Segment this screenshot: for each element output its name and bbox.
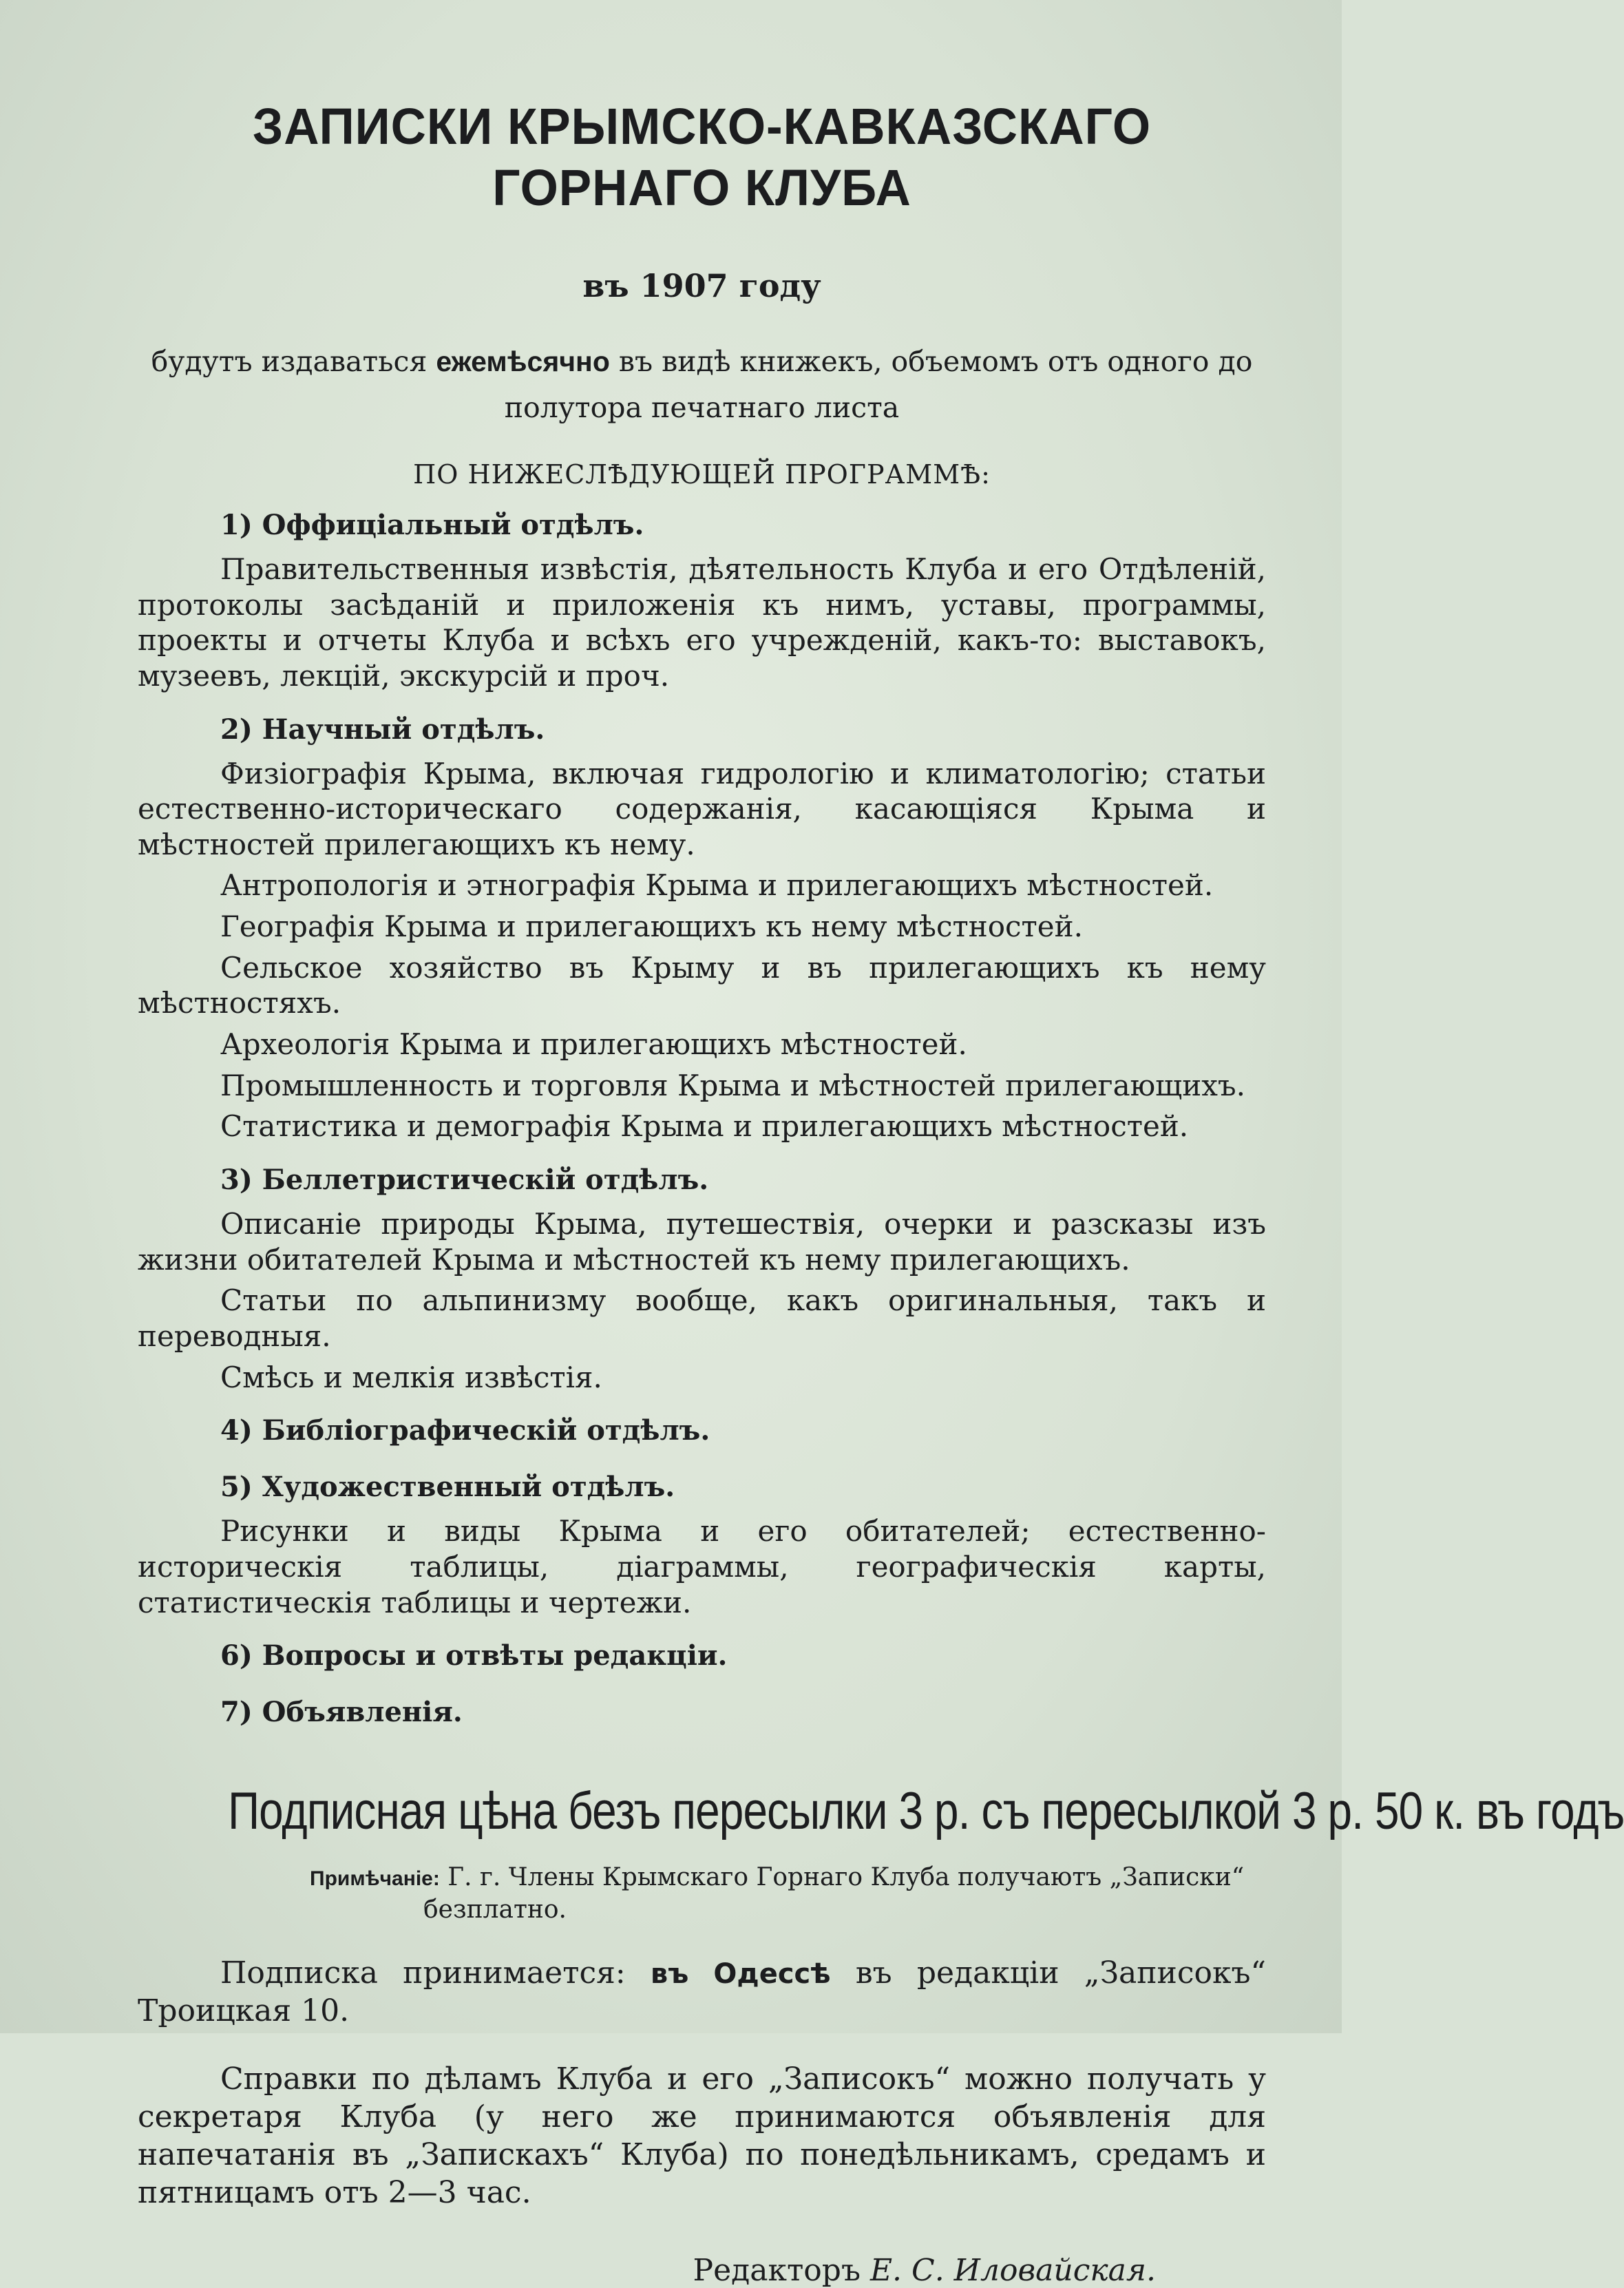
section-paragraph: Антропологія и этнографія Крыма и прилегающихъ мѣстностей. [220,868,1214,903]
program-section [138,1159,1266,1395]
intro-suffix: въ видѣ книжекъ, объемомъ отъ одного до полутора печатнаго листа [504,344,1253,425]
subscription-prefix: Подписка принимается: [220,1955,651,1991]
section-paragraph: Статистика и демографія Крыма и прилегающихъ мѣстностей. [220,1109,1189,1144]
note-label: Примѣчаніе: [310,1867,440,1891]
note-text: Г. г. Члены Крымскаго Горнаго Клуба получаютъ „Записки“ [439,1863,1245,1892]
section-paragraph: Описаніе природы Крыма, путешествія, очерки и разсказы изъ жизни обитателей Крыма и мѣстностей къ нему прилегающихъ. [138,1207,1266,1277]
year-line: въ 1907 году [582,266,821,304]
intro [138,339,1266,432]
section-paragraph: Промышленность и торговля Крыма и мѣстностей прилегающихъ. [220,1068,1245,1102]
section-paragraph: Правительственныя извѣстія, дѣятельность Клуба и его Отдѣленій, протоколы засѣданій и приложенія къ нимъ, уставы, программы, проекты и отчеты Клуба и всѣхъ его учрежденій, какъ-то: выставокъ, музеевъ, лекцій, экскурсій и проч. [138,552,1266,693]
section-paragraph: Сельское хозяйство въ Крыму и въ прилегающихъ къ нему мѣстностяхъ. [138,950,1266,1020]
program-section [138,709,1266,1145]
editor-line [138,2253,1266,2288]
note-continuation: безплатно. [423,1896,567,1924]
section-title: 5) Художественный отдѣлъ. [220,1471,675,1504]
section-paragraph: Географія Крыма и прилегающихъ къ нему мѣстностей. [220,910,1083,944]
subscription-emphasis: въ Одессѣ [650,1958,831,1990]
page-title: ЗАПИСКИ КРЫМСКО-КАВКАЗСКАГО ГОРНАГО КЛУБА [252,98,1152,216]
section-title: 1) Оффиціальный отдѣлъ. [220,508,644,541]
section-paragraph: Археологія Крыма и прилегающихъ мѣстностей. [220,1027,967,1062]
program-heading: ПО НИЖЕСЛѢДУЮЩЕЙ ПРОГРАММѢ: [413,459,991,490]
program-section [138,505,1266,694]
program-section [138,1692,1266,1733]
section-paragraph: Рисунки и виды Крыма и его обитателей; естественно-историческія таблицы, діаграммы, географическія карты, статистическія таблицы и чертежи. [138,1514,1266,1619]
inquiries: Справки по дѣламъ Клуба и его „Записокъ“ можно получать у секретаря Клуба (у него же принимаются объявленія для напечатанія въ „Запискахъ“ Клуба) по понедѣльникамъ, средамъ и пятницамъ отъ 2—3 час. [138,2061,1266,2210]
program-section [138,1467,1266,1620]
section-title: 7) Объявленія. [220,1696,463,1729]
intro-prefix: будутъ издаваться [151,344,436,378]
subscription-suffix: въ редакціи „Записокъ“ Троицкая 10. [138,1955,1266,2028]
editor-name: Е. С. Иловайская. [869,2252,1156,2288]
section-title: 2) Научный отдѣлъ. [220,713,545,746]
intro-emphasis: ежемѣсячно [436,345,610,377]
note [310,1862,1266,1927]
editor-label: Редакторъ [693,2252,870,2288]
section-paragraph: Физіографія Крыма, включая гидрологію и климатологію; статьи естественно-историческаго содержанія, касающіяся Крыма и мѣстностей прилегающихъ къ нему. [138,756,1266,861]
section-title: 6) Вопросы и отвѣты редакціи. [220,1639,728,1672]
price-line: Подписная цѣна безъ пересылки 3 р. съ пересылкой 3 р. 50 к. въ годъ [228,1782,1624,1841]
section-title: 4) Библіографическій отдѣлъ. [220,1414,710,1447]
program-section [138,1635,1266,1677]
section-title: 3) Беллетристическій отдѣлъ. [220,1164,709,1197]
section-paragraph: Смѣсь и мелкія извѣстія. [220,1360,602,1394]
subscription [138,1954,1266,2030]
program-section [138,1410,1266,1451]
sections [138,505,1266,1733]
section-paragraph: Статьи по альпинизму вообще, какъ оригинальныя, такъ и переводныя. [138,1283,1266,1354]
